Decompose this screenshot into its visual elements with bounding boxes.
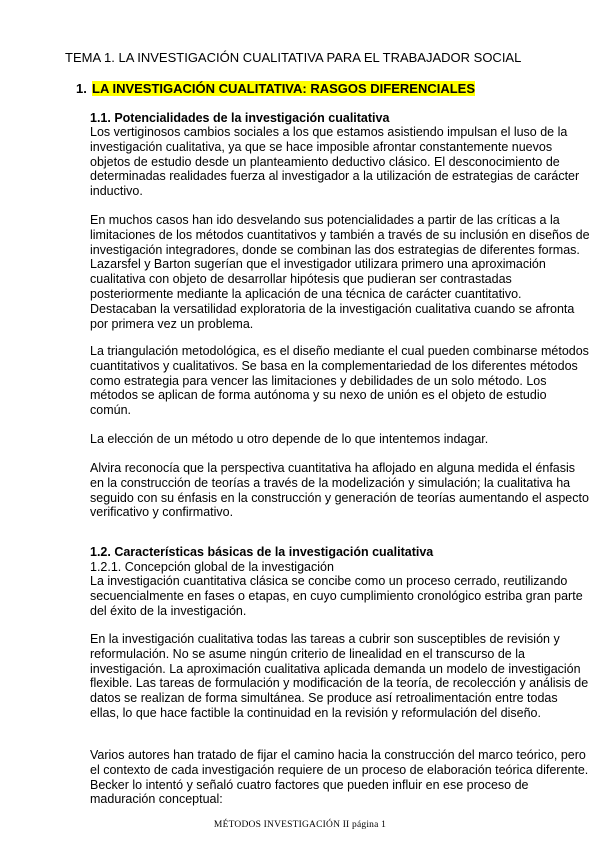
- paragraph: En la investigación cualitativa todas las tareas a cubrir son susceptibles de revisión y reformulación. No se asume ningún criterio de linealidad en el transcurso de la investigación. La aproximación cualitativa aplicada demanda un modelo de investigación flexible. Las tareas de formulación y modificación de la teoría, de recolección y análisis de datos se realizan de forma simultánea. Se produce así retroalimentación entre todas ellas, lo que hace factible la continuidad en la revisión y reformulación del diseño.: [90, 632, 589, 720]
- subsection-1-2-heading: 1.2. Características básicas de la investigación cualitativa: [90, 545, 434, 559]
- page-footer: MÉTODOS INVESTIGACIÓN II página 1: [213, 820, 387, 830]
- paragraph: La investigación cuantitativa clásica se concibe como un proceso cerrado, reutilizando secuencialmente en fases o etapas, en cuyo cumplimiento cronológico estriba gran parte del éxito de la investigación.: [90, 574, 583, 618]
- paragraph: La triangulación metodológica, es el diseño mediante el cual pueden combinarse métodos cuantitativos y cualitativos. Se basa en la complementariedad de los diferentes métodos como estrategia para vencer las limitaciones y debilidades de un solo método. Los métodos se aplican de forma autónoma y su nexo de unión es el objeto de estudio común.: [90, 344, 589, 418]
- section-1-number: 1.: [76, 81, 87, 96]
- paragraph: La elección de un método u otro depende de lo que intentemos indagar.: [90, 432, 489, 446]
- subsection-1-2-1-heading: 1.2.1. Concepción global de la investigación: [90, 560, 334, 574]
- section-1-title: LA INVESTIGACIÓN CUALITATIVA: RASGOS DIFERENCIALES: [92, 81, 476, 96]
- section-1-heading: [76, 81, 475, 96]
- document-title: TEMA 1. LA INVESTIGACIÓN CUALITATIVA PARA EL TRABAJADOR SOCIAL: [65, 50, 522, 65]
- paragraph: Alvira reconocía que la perspectiva cuantitativa ha aflojado en alguna medida el énfasis en la construcción de teorías a través de la modelización y simulación; la cualitativa ha seguido con su énfasis en la construcción y generación de teorías aumentando el aspecto verificativo y confirmativo.: [90, 461, 589, 520]
- paragraph: Varios autores han tratado de fijar el camino hacia la construcción del marco teórico, pero el contexto de cada investigación requiere de un proceso de elaboración teórica diferente. Becker lo intentó y señaló cuatro factores que pueden influir en ese proceso de maduración conceptual:: [90, 748, 589, 807]
- paragraph: En muchos casos han ido desvelando sus potencialidades a partir de las críticas a la limitaciones de los métodos cuantitativos y también a través de su inclusión en diseños de investigación integradores, donde se combinan las dos estrategias de diferentes formas. Lazarsfel y Barton sugerían que el investigador utilizara primero una aproximación cualitativa con objeto de desarrollar hipótesis que pudieran ser contrastadas posteriormente mediante la aplicación de una técnica de carácter cuantitativo. Destacaban la versatilidad exploratoria de la investigación cualitativa cuando se afronta por primera vez un problema.: [90, 213, 590, 331]
- subsection-1-1-heading: 1.1. Potencialidades de la investigación cualitativa: [90, 111, 390, 125]
- paragraph: Los vertiginosos cambios sociales a los que estamos asistiendo impulsan el luso de la investigación cualitativa, ya que se hace imposible afrontar constantemente nuevos objetos de estudio desde un planteamiento deductivo clásico. El desconocimiento de determinadas realidades fuerza al investigador a la utilización de estrategias de carácter inductivo.: [90, 125, 580, 199]
